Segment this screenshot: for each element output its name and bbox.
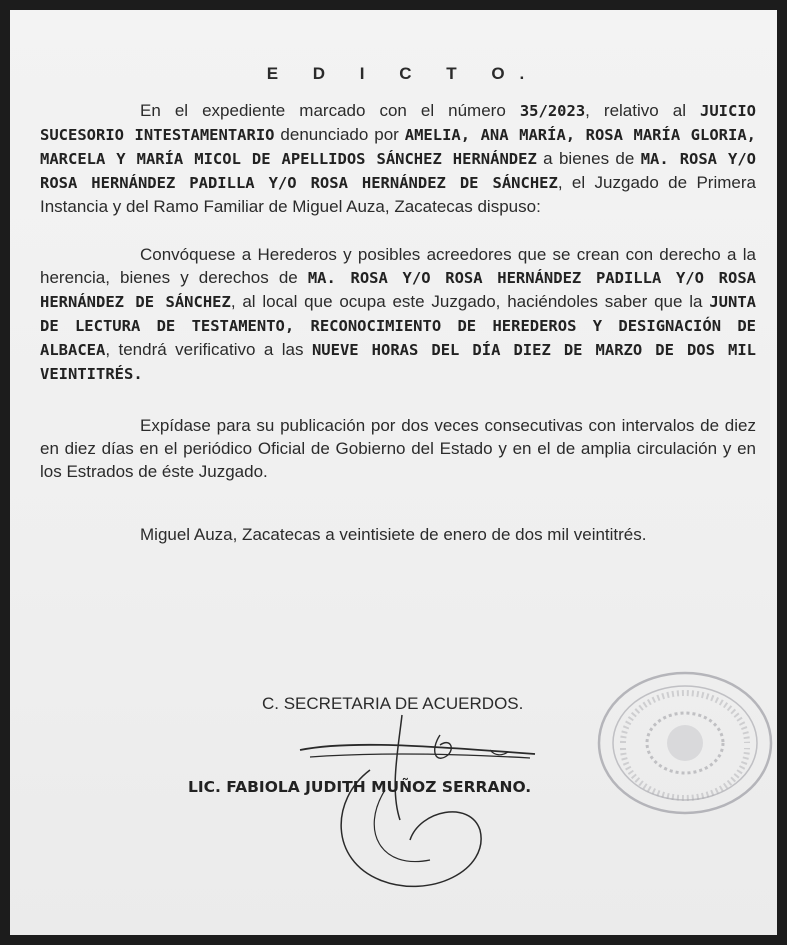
text-span: , relativo al bbox=[585, 101, 700, 120]
paragraph-publication: Expídase para su publicación por dos veces consecutivas con intervalos de diez en diez días en el periódico Oficial de Gobierno del Estado y en el de amplia circulación y en los Estrados de éste Juzgado. bbox=[40, 416, 756, 481]
edict-body bbox=[40, 62, 756, 546]
case-number: 35/2023 bbox=[519, 102, 586, 120]
paragraph-place-date: Miguel Auza, Zacatecas a veintisiete de enero de dos mil veintitrés. bbox=[140, 525, 647, 544]
paragraph-case bbox=[40, 99, 756, 218]
text-span: , el Juzgado de Primera Instancia y del Ramo Familiar de Miguel Auza, Zacatecas dispuso: bbox=[40, 173, 756, 216]
secretary-title: C. SECRETARIA DE ACUERDOS. bbox=[262, 694, 524, 713]
decedent-name: MA. ROSA Y/O ROSA HERNÁNDEZ PADILLA Y/O ROSA HERNÁNDEZ DE SÁNCHEZ bbox=[40, 150, 756, 192]
claimants: AMELIA, ANA MARÍA, ROSA MARÍA GLORIA, MARCELA Y MARÍA MICOL DE APELLIDOS SÁNCHEZ HERNÁNDEZ bbox=[40, 126, 757, 168]
text-span: , al local que ocupa este Juzgado, haciéndoles saber que la bbox=[230, 292, 710, 311]
text-span: denunciado por bbox=[274, 125, 405, 144]
handwritten-signature bbox=[290, 710, 550, 910]
trial-type: JUICIO SUCESORIO INTESTAMENTARIO bbox=[40, 102, 756, 144]
text-span: En el expediente marcado con el número bbox=[140, 101, 520, 120]
text-span: , tendrá verificativo a las bbox=[105, 340, 312, 359]
secretary-name: LIC. FABIOLA JUDITH MUÑOZ SERRANO. bbox=[188, 778, 532, 796]
paragraph-summons bbox=[40, 243, 756, 386]
text-span: Convóquese a Herederos y posibles acreedores que se crean con derecho a la herencia, bienes y derechos de bbox=[40, 245, 756, 287]
document-page bbox=[10, 10, 777, 935]
court-seal bbox=[593, 668, 777, 818]
text-span: a bienes de bbox=[536, 149, 641, 168]
decedent-name: MA. ROSA Y/O ROSA HERNÁNDEZ PADILLA Y/O ROSA HERNÁNDEZ DE SÁNCHEZ bbox=[40, 269, 756, 311]
hearing-type: JUNTA DE LECTURA DE TESTAMENTO, RECONOCIMIENTO DE HEREDEROS Y DESIGNACIÓN DE ALBACEA bbox=[40, 293, 756, 359]
hearing-date: NUEVE HORAS DEL DÍA DIEZ DE MARZO DE DOS MIL VEINTITRÉS. bbox=[40, 341, 757, 383]
document-title: E D I C T O. bbox=[266, 64, 540, 83]
